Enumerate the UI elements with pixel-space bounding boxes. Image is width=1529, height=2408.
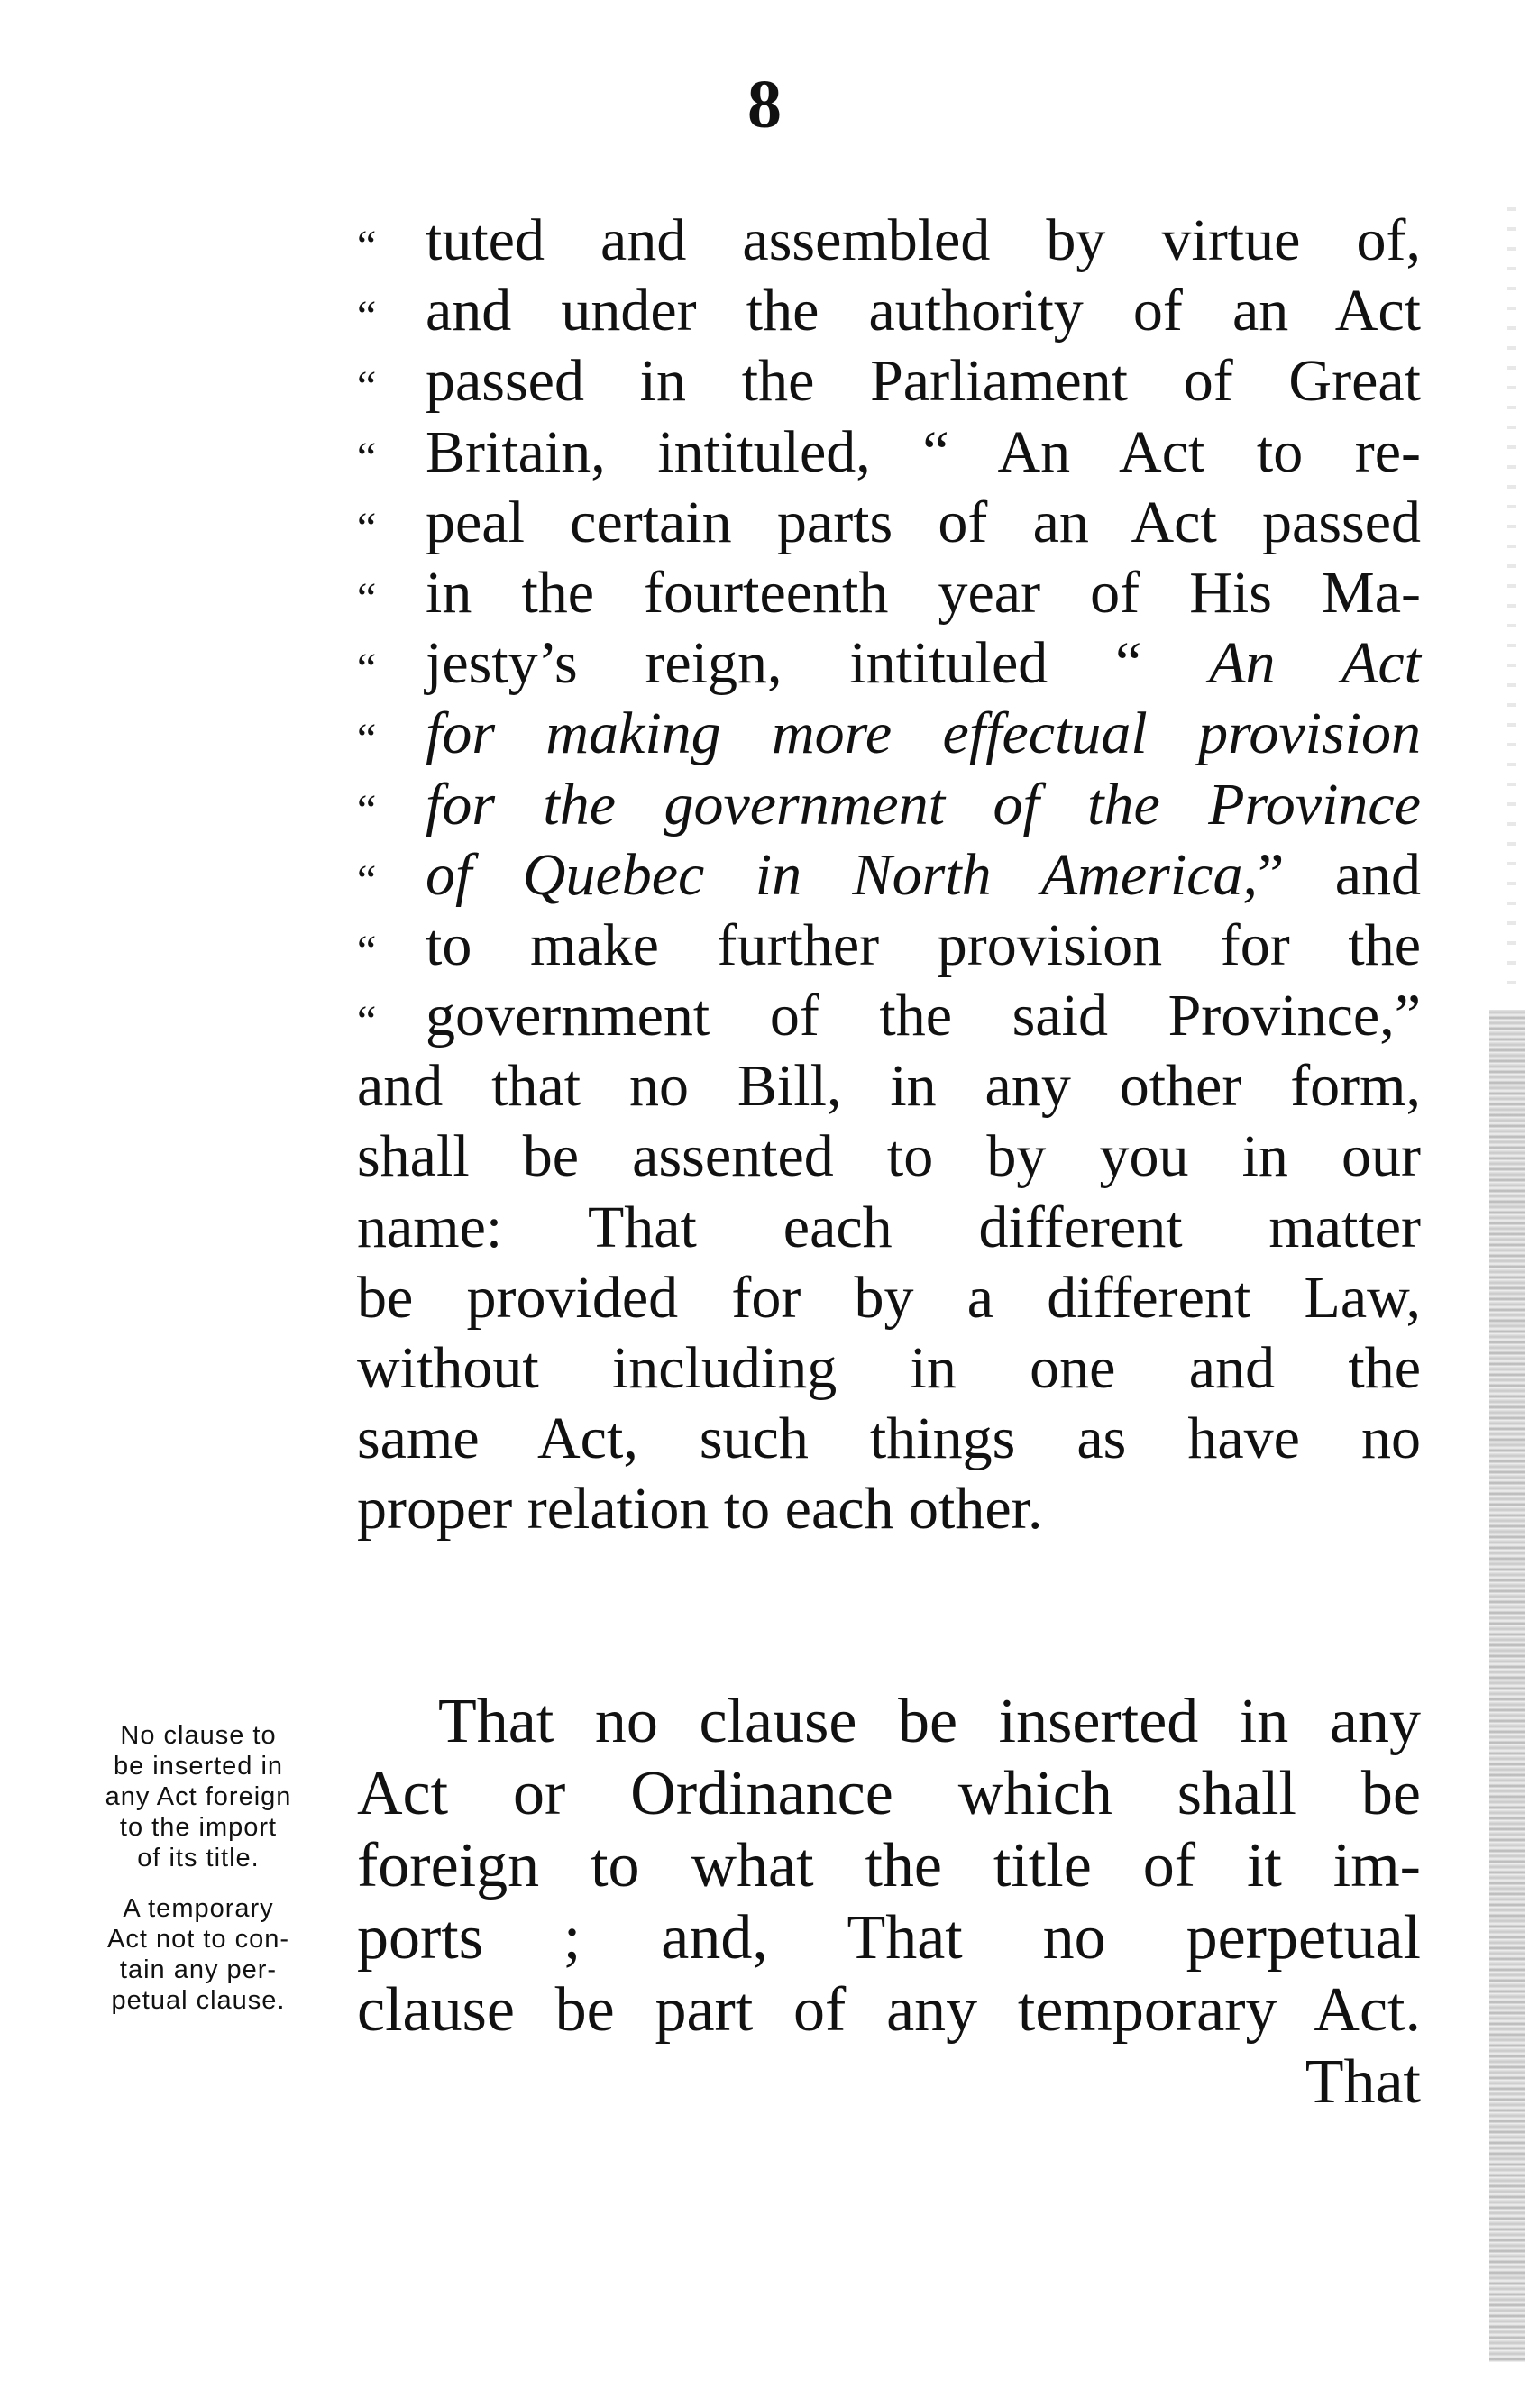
- line-text: [426, 206, 1421, 276]
- text-line: [357, 1333, 1421, 1404]
- text-line: [357, 1051, 1421, 1122]
- margin-note-line: to the import: [119, 1813, 278, 1842]
- margin-note-line: any Act foreign: [105, 1782, 292, 1811]
- quote-mark: “: [357, 292, 377, 341]
- margin-note-line: petual clause.: [111, 1986, 286, 2015]
- text-line: [357, 1193, 1421, 1263]
- section-line: [357, 1974, 1421, 2046]
- section-paragraph: [357, 1686, 1421, 2119]
- line-text-plain: name: That each different matter: [357, 1194, 1421, 1260]
- line-text: [426, 911, 1421, 981]
- line-text-plain: tuted and assembled by virtue of,: [426, 207, 1421, 273]
- text-line: [357, 770, 1421, 840]
- line-text: [426, 699, 1421, 769]
- page-edge-shadow-top: [1507, 207, 1516, 1001]
- margin-note-line: Act not to con-: [107, 1925, 289, 1954]
- line-text: [426, 981, 1421, 1051]
- text-line: [357, 488, 1421, 558]
- page-edge-shadow: [1489, 1010, 1525, 2362]
- line-text-italic: of Quebec in North America,: [426, 841, 1258, 908]
- text-line: [357, 1263, 1421, 1333]
- line-text: [426, 488, 1421, 558]
- quote-mark: “: [357, 222, 377, 270]
- line-text-italic: An Act: [1209, 630, 1421, 697]
- text-line: [357, 981, 1421, 1051]
- line-text-plain: Britain, intituled, “ An Act to re-: [426, 418, 1421, 485]
- line-text: [426, 770, 1421, 840]
- line-text-plain: be provided for by a different Law,: [357, 1264, 1421, 1331]
- section-line-text: Act or Ordinance which shall be: [357, 1759, 1421, 1828]
- margin-notes: [54, 1720, 343, 2036]
- line-text: [357, 1474, 1421, 1544]
- line-text-plain: shall be assented to by you in our: [357, 1123, 1421, 1190]
- line-text-plain: to make further provision for the: [426, 911, 1421, 978]
- text-line: [357, 911, 1421, 981]
- quote-mark: “: [357, 573, 377, 622]
- quote-mark: “: [357, 785, 377, 834]
- text-line: [357, 558, 1421, 628]
- quote-mark: “: [357, 433, 377, 481]
- line-text-plain: jesty’s reign, intituled “: [426, 630, 1210, 697]
- section-line-text: ports ; and, That no perpetual: [357, 1903, 1421, 1973]
- line-text: [357, 1333, 1421, 1404]
- body-text: [357, 206, 1421, 1545]
- section-line: [357, 1758, 1421, 1830]
- quote-mark: “: [357, 503, 377, 552]
- text-line: [357, 1404, 1421, 1474]
- line-text: [357, 1051, 1421, 1122]
- text-line: [357, 276, 1421, 346]
- text-line: [357, 1122, 1421, 1192]
- margin-note: [54, 1720, 343, 1873]
- line-text-plain: same Act, such things as have no: [357, 1405, 1421, 1472]
- section-line: [357, 1902, 1421, 1974]
- line-text-plain: peal certain parts of an Act passed: [426, 489, 1421, 555]
- margin-note-line: tain any per-: [119, 1955, 278, 1984]
- line-text: [357, 1193, 1421, 1263]
- section-line: [357, 2046, 1421, 2119]
- section-line: [357, 1686, 1421, 1758]
- margin-note-line: of its title.: [137, 1844, 260, 1872]
- margin-note-line: No clause to: [120, 1721, 277, 1750]
- text-line: [357, 417, 1421, 488]
- page-number: 8: [747, 67, 782, 142]
- line-text: [426, 558, 1421, 628]
- text-line: [357, 206, 1421, 276]
- text-line: [357, 1474, 1421, 1544]
- quote-mark: “: [357, 362, 377, 411]
- line-text: [357, 1404, 1421, 1474]
- line-text-plain: ” and: [1257, 841, 1421, 908]
- quote-mark: “: [357, 856, 377, 904]
- text-line: [357, 346, 1421, 417]
- line-text-plain: without including in one and the: [357, 1335, 1421, 1401]
- quote-mark: “: [357, 997, 377, 1046]
- line-text: [426, 628, 1421, 699]
- section-line: [357, 1830, 1421, 1902]
- line-text-plain: government of the said Province,”: [426, 983, 1421, 1049]
- text-line: [357, 628, 1421, 699]
- line-text-plain: passed in the Parliament of Great: [426, 348, 1421, 415]
- line-text: [426, 417, 1421, 488]
- quote-mark: “: [357, 715, 377, 764]
- line-text: [426, 346, 1421, 417]
- margin-note-line: be inserted in: [113, 1752, 284, 1781]
- line-text-italic: for making more effectual provision: [426, 700, 1421, 767]
- section-line-text: clause be part of any temporary Act.: [357, 1975, 1421, 2045]
- section-line-text: foreign to what the title of it im-: [357, 1831, 1421, 1900]
- quote-mark: “: [357, 926, 377, 975]
- line-text-plain: and under the authority of an Act: [426, 278, 1421, 344]
- line-text-italic: for the government of the Province: [426, 771, 1421, 838]
- line-text: [357, 1122, 1421, 1192]
- text-line: [357, 699, 1421, 769]
- section-line-text: That: [1305, 2047, 1421, 2117]
- quote-mark: “: [357, 645, 377, 693]
- section-line-text: That no clause be inserted in any: [438, 1687, 1421, 1756]
- text-line: [357, 840, 1421, 911]
- line-text: [426, 276, 1421, 346]
- line-text-plain: proper relation to each other.: [357, 1476, 1043, 1543]
- line-text: [357, 1263, 1421, 1333]
- line-text-plain: and that no Bill, in any other form,: [357, 1053, 1421, 1120]
- margin-note-line: A temporary: [123, 1894, 274, 1923]
- line-text-plain: in the fourteenth year of His Ma-: [426, 559, 1421, 626]
- margin-note: [54, 1893, 343, 2016]
- line-text: [426, 840, 1421, 911]
